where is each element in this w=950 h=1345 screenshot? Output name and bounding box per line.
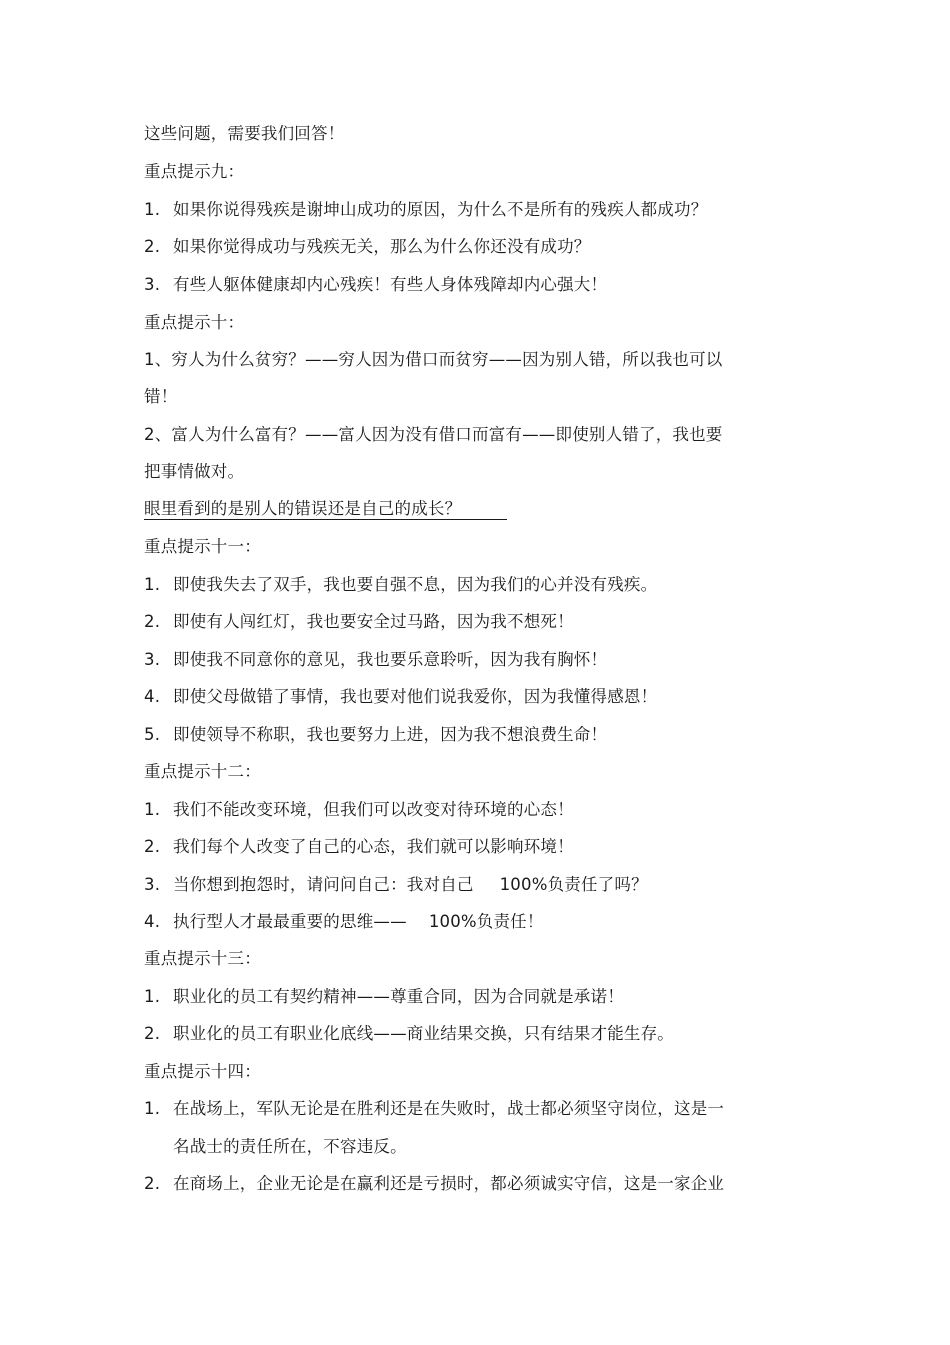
list-text: 我们不能改变环境，但我们可以改变对待环境的心态！ bbox=[173, 800, 574, 819]
list-text: 职业化的员工有职业化底线——商业结果交换，只有结果才能生存。 bbox=[173, 1024, 674, 1043]
list-number: 3. bbox=[144, 875, 161, 894]
section-heading-12: 重点提示十二： bbox=[144, 762, 261, 781]
paragraph-line: 错！ bbox=[144, 387, 178, 406]
list-text: 即使父母做错了事情，我也要对他们说我爱你，因为我懂得感恩！ bbox=[173, 687, 658, 706]
list-number: 4. bbox=[144, 912, 161, 931]
intro-paragraph: 这些问题，需要我们回答！ bbox=[144, 124, 345, 143]
list-number: 2. bbox=[144, 237, 161, 256]
underline-rule bbox=[144, 519, 507, 520]
list-text: 如果你觉得成功与残疾无关，那么为什么你还没有成功？ bbox=[173, 237, 591, 256]
list-number: 3. bbox=[144, 275, 161, 294]
list-number: 1. bbox=[144, 800, 161, 819]
paragraph-line: 1、穷人为什么贫穷？——穷人因为借口而贫穷——因为别人错，所以我也可以 bbox=[144, 350, 723, 369]
paragraph-line: 把事情做对。 bbox=[144, 462, 245, 481]
list-text: 即使有人闯红灯，我也要安全过马路，因为我不想死！ bbox=[173, 612, 574, 631]
list-number: 1. bbox=[144, 1099, 161, 1118]
list-text: 即使我不同意你的意见，我也要乐意聆听，因为我有胸怀！ bbox=[173, 650, 608, 669]
list-text: 即使我失去了双手，我也要自强不息，因为我们的心并没有残疾。 bbox=[173, 575, 658, 594]
list-text bbox=[173, 910, 544, 934]
list-text bbox=[173, 873, 648, 897]
list-number: 2. bbox=[144, 612, 161, 631]
list-number: 2. bbox=[144, 1024, 161, 1043]
list-number: 2. bbox=[144, 837, 161, 856]
section-heading-14: 重点提示十四： bbox=[144, 1062, 261, 1081]
list-text: 在战场上，军队无论是在胜利还是在失败时，战士都必须坚守岗位，这是一 bbox=[173, 1099, 725, 1118]
list-text: 如果你说得残疾是谢坤山成功的原因，为什么不是所有的残疾人都成功？ bbox=[173, 200, 708, 219]
list-text: 在商场上，企业无论是在赢利还是亏损时，都必须诚实守信，这是一家企业 bbox=[173, 1174, 725, 1193]
list-text: 我们每个人改变了自己的心态，我们就可以影响环境！ bbox=[173, 837, 574, 856]
paragraph-line: 2、富人为什么富有？——富人因为没有借口而富有——即使别人错了，我也要 bbox=[144, 425, 723, 444]
list-text: 即使领导不称职，我也要努力上进，因为我不想浪费生命！ bbox=[173, 725, 608, 744]
list-number: 4. bbox=[144, 687, 161, 706]
list-text-part: 100%负责任！ bbox=[428, 912, 544, 931]
list-number: 2. bbox=[144, 1174, 161, 1193]
list-number: 3. bbox=[144, 650, 161, 669]
section-heading-10: 重点提示十： bbox=[144, 313, 245, 332]
list-text-part: 执行型人才最最重要的思维—— bbox=[173, 912, 407, 931]
list-number: 1. bbox=[144, 200, 161, 219]
underlined-question: 眼里看到的是别人的错误还是自己的成长？ bbox=[144, 499, 462, 518]
list-text: 职业化的员工有契约精神——尊重合同，因为合同就是承诺！ bbox=[173, 987, 624, 1006]
list-number: 5. bbox=[144, 725, 161, 744]
section-heading-9: 重点提示九： bbox=[144, 162, 245, 181]
section-heading-13: 重点提示十三： bbox=[144, 949, 261, 968]
list-text-part: 100%负责任了吗？ bbox=[499, 875, 648, 894]
list-text-part: 当你想到抱怨时，请问问自己：我对自己 bbox=[173, 875, 474, 894]
list-number: 1. bbox=[144, 575, 161, 594]
list-text: 有些人躯体健康却内心残疾！有些人身体残障却内心强大！ bbox=[173, 275, 608, 294]
list-number: 1. bbox=[144, 987, 161, 1006]
list-text: 名战士的责任所在，不容违反。 bbox=[173, 1137, 407, 1156]
section-heading-11: 重点提示十一： bbox=[144, 537, 261, 556]
